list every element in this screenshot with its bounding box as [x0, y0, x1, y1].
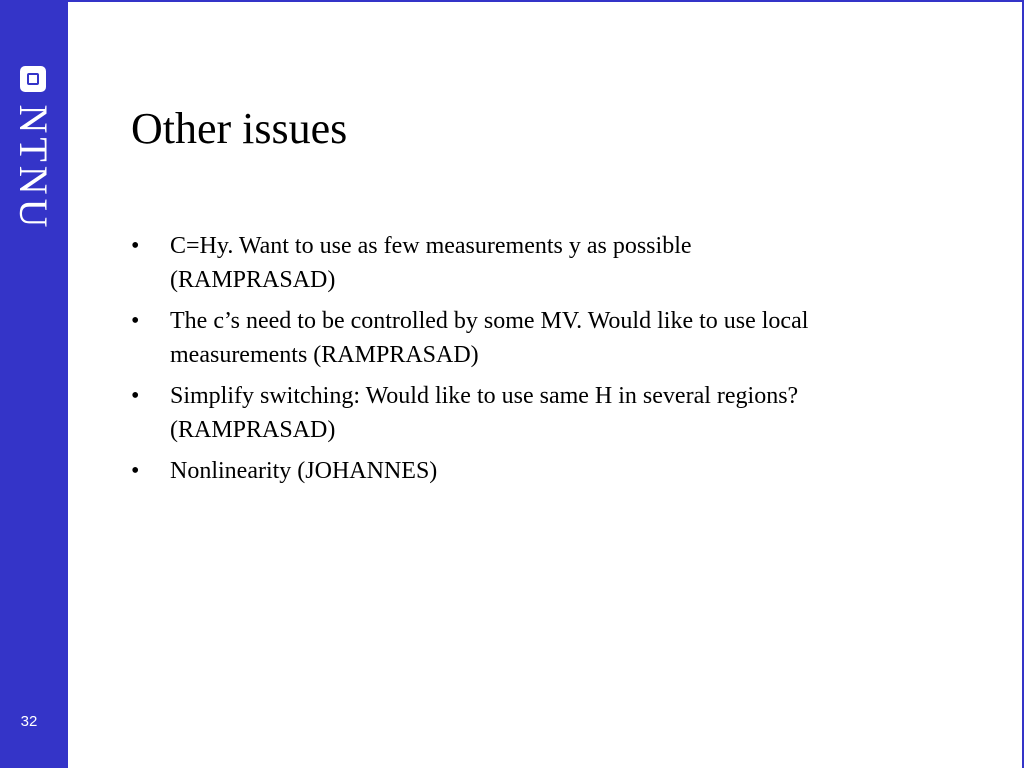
bullet-text-line: The c’s need to be controlled by some MV. Would like to use local [170, 308, 809, 334]
bullet-text-line: (RAMPRASAD) [170, 267, 336, 293]
bullet-marker: • [131, 233, 140, 259]
bullet-marker: • [131, 383, 140, 409]
top-border [68, 0, 1024, 2]
bullet-text-line: measurements (RAMPRASAD) [170, 342, 479, 368]
bullet-text-line: C=Hy. Want to use as few measurements y as possible [170, 233, 692, 259]
bullet-text-line: (RAMPRASAD) [170, 417, 336, 443]
bullet-list [131, 229, 951, 495]
bullet-item [131, 379, 951, 447]
bullet-item [131, 304, 951, 372]
bullet-item [131, 229, 951, 297]
slide-title: Other issues [131, 104, 348, 153]
bullet-text-line: Simplify switching: Would like to use same H in several regions? [170, 383, 799, 409]
ntnu-logo-icon [20, 66, 46, 92]
slide-number: 32 [20, 713, 38, 730]
ntnu-logo-text: NTNU [11, 104, 56, 232]
bullet-marker: • [131, 458, 140, 484]
sidebar [0, 0, 68, 768]
bullet-item [131, 454, 951, 488]
bullet-text-line: Nonlinearity (JOHANNES) [170, 458, 438, 484]
bullet-marker: • [131, 308, 140, 334]
